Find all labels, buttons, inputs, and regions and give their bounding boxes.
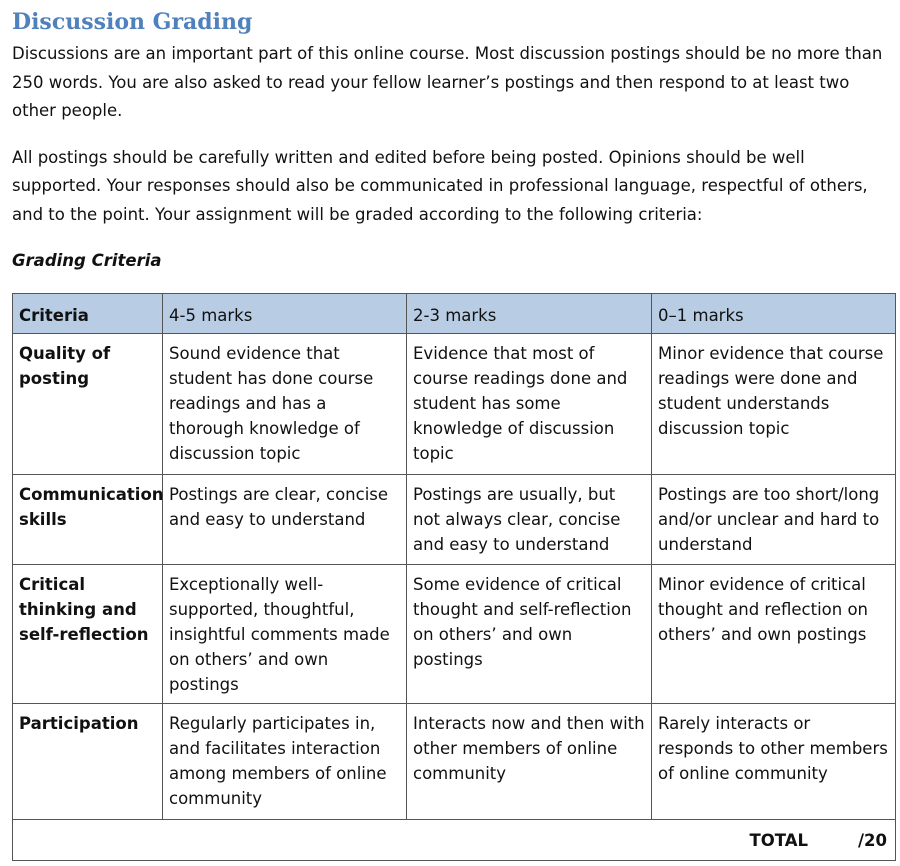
- row-criterion: Critical thinking and self-reflection: [13, 565, 163, 704]
- total-cell: [13, 820, 896, 861]
- row-criterion: Communication skills: [13, 475, 163, 565]
- cell-high: Exceptionally well-supported, thoughtful, insightful comments made on others’ and own postings: [163, 565, 407, 704]
- cell-high: Postings are clear, concise and easy to understand: [163, 475, 407, 565]
- total-row: [13, 820, 896, 861]
- intro-paragraph-1: Discussions are an important part of this online course. Most discussion postings should be no more than 250 words. You are also asked to read your fellow learner’s postings and then respond to at least two other people.: [12, 44, 883, 120]
- table-row: [13, 334, 896, 475]
- table-row: [13, 565, 896, 704]
- header-2-3-marks: 2-3 marks: [407, 294, 652, 334]
- cell-low: Minor evidence of critical thought and reflection on others’ and own postings: [652, 565, 896, 704]
- cell-mid: Evidence that most of course readings done and student has some knowledge of discussion topic: [407, 334, 652, 475]
- cell-high: Sound evidence that student has done course readings and has a thorough knowledge of discussion topic: [163, 334, 407, 475]
- cell-high: Regularly participates in, and facilitates interaction among members of online community: [163, 704, 407, 820]
- total-label: TOTAL: [749, 831, 808, 850]
- cell-mid: Interacts now and then with other members of online community: [407, 704, 652, 820]
- total-value: /20: [858, 831, 887, 850]
- row-criterion: Participation: [13, 704, 163, 820]
- header-criteria: Criteria: [13, 294, 163, 334]
- page-title: Discussion Grading: [12, 9, 253, 35]
- row-criterion: Quality of posting: [13, 334, 163, 475]
- header-4-5-marks: 4-5 marks: [163, 294, 407, 334]
- section-heading: Grading Criteria: [12, 251, 162, 270]
- table-header-row: [13, 294, 896, 334]
- cell-low: Postings are too short/long and/or unclear and hard to understand: [652, 475, 896, 565]
- table-row: [13, 704, 896, 820]
- intro-paragraph-2: All postings should be carefully written and edited before being posted. Opinions should be well supported. Your responses should also be communicated in professional language, respectful of others, and to the point. Your assignment will be graded according to the following criteria:: [12, 147, 868, 224]
- cell-low: Minor evidence that course readings were done and student understands discussion topic: [652, 334, 896, 475]
- cell-mid: Some evidence of critical thought and self-reflection on others’ and own postings: [407, 565, 652, 704]
- cell-low: Rarely interacts or responds to other members of online community: [652, 704, 896, 820]
- header-0-1-marks: 0–1 marks: [652, 294, 896, 334]
- cell-mid: Postings are usually, but not always clear, concise and easy to understand: [407, 475, 652, 565]
- table-row: [13, 475, 896, 565]
- grading-criteria-table: [12, 293, 896, 861]
